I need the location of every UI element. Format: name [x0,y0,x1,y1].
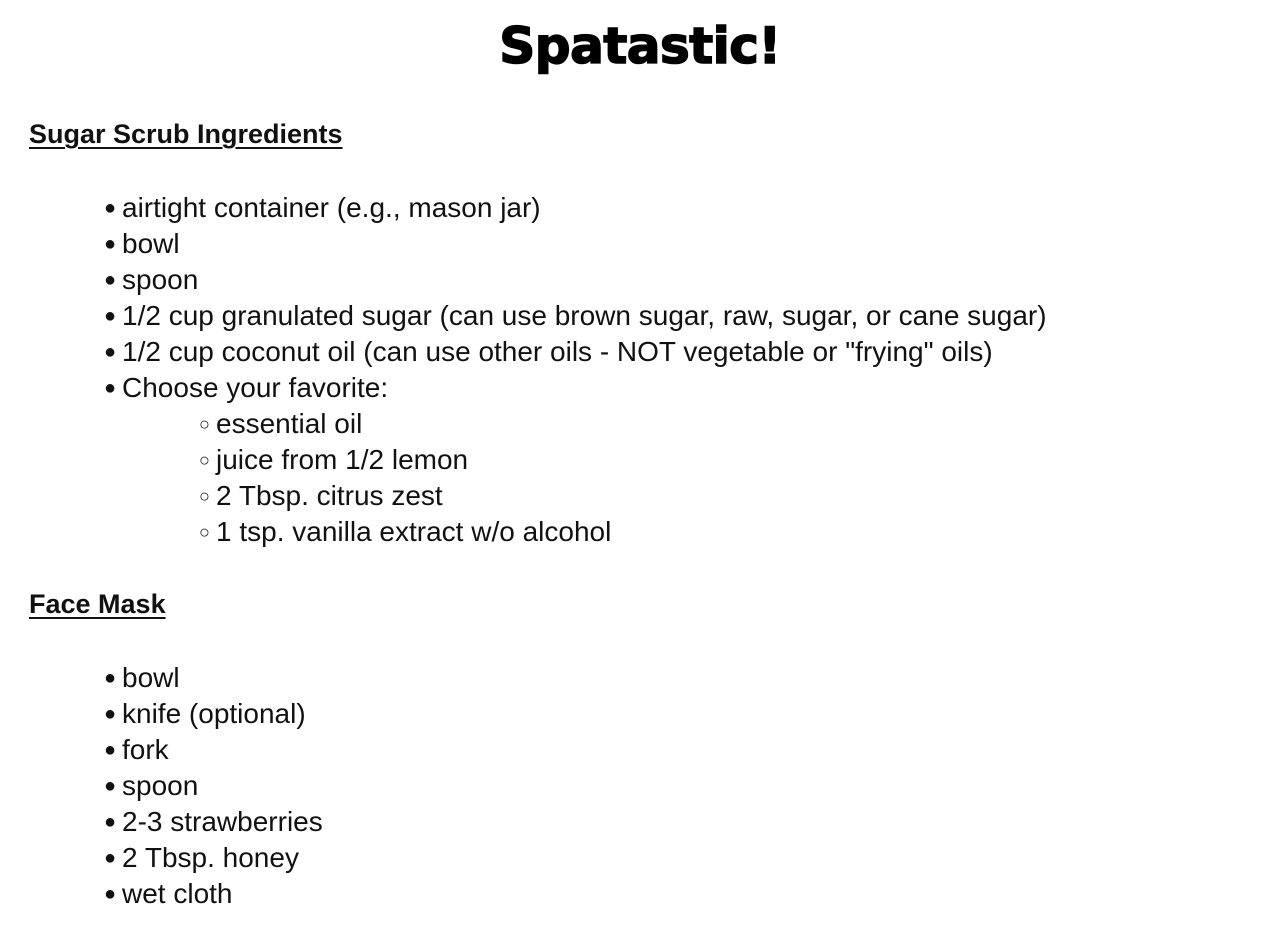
list-item-text: fork [122,734,169,765]
bullet-icon: ● [104,377,117,399]
list-item-text: 1/2 cup granulated sugar (can use brown sugar, raw, sugar, or cane sugar) [122,300,1047,331]
list-item-text: 2-3 strawberries [122,806,323,837]
face-mask-list [104,660,323,912]
page-title: Spatastic! [499,17,781,75]
list-item [104,840,323,876]
list-item [104,334,1047,370]
favorites-sublist [104,406,1047,550]
list-item-text: 1/2 cup coconut oil (can use other oils - NOT vegetable or "frying" oils) [122,336,993,367]
list-item [104,768,323,804]
sublist-item-text: essential oil [216,408,363,439]
hollow-bullet-icon: ○ [199,522,210,542]
bullet-icon: ● [104,197,117,219]
sublist-item [199,442,1047,478]
sublist-item [199,514,1047,550]
bullet-icon: ● [104,847,117,869]
list-item-text: wet cloth [122,878,233,909]
bullet-icon: ● [104,703,117,725]
face-mask-heading: Face Mask [29,589,166,619]
sublist-item-text: 1 tsp. vanilla extract w/o alcohol [216,516,612,547]
list-item [104,804,323,840]
list-item [104,370,1047,550]
sublist-item-text: juice from 1/2 lemon [216,444,469,475]
sublist-item [199,406,1047,442]
bullet-icon: ● [104,269,117,291]
list-item [104,190,1047,226]
bullet-icon: ● [104,305,117,327]
list-item-text: spoon [122,770,199,801]
sublist-item [199,478,1047,514]
bullet-icon: ● [104,739,117,761]
bullet-icon: ● [104,811,117,833]
list-item [104,696,323,732]
list-item-text: 2 Tbsp. honey [122,842,299,873]
list-item-text: spoon [122,264,199,295]
list-item-text: knife (optional) [122,698,306,729]
list-item-text: Choose your favorite: [122,372,389,403]
bullet-icon: ● [104,667,117,689]
hollow-bullet-icon: ○ [199,450,210,470]
bullet-icon: ● [104,883,117,905]
list-item [104,298,1047,334]
sugar-scrub-heading: Sugar Scrub Ingredients [29,119,343,149]
list-item-text: bowl [122,662,180,693]
list-item [104,660,323,696]
hollow-bullet-icon: ○ [199,414,210,434]
list-item-text: airtight container (e.g., mason jar) [122,192,541,223]
sugar-scrub-list [104,190,1047,550]
list-item [104,262,1047,298]
bullet-icon: ● [104,775,117,797]
sublist-item-text: 2 Tbsp. citrus zest [216,480,443,511]
list-item [104,732,323,768]
list-item [104,876,323,912]
list-item [104,226,1047,262]
bullet-icon: ● [104,341,117,363]
hollow-bullet-icon: ○ [199,486,210,506]
list-item-text: bowl [122,228,180,259]
bullet-icon: ● [104,233,117,255]
